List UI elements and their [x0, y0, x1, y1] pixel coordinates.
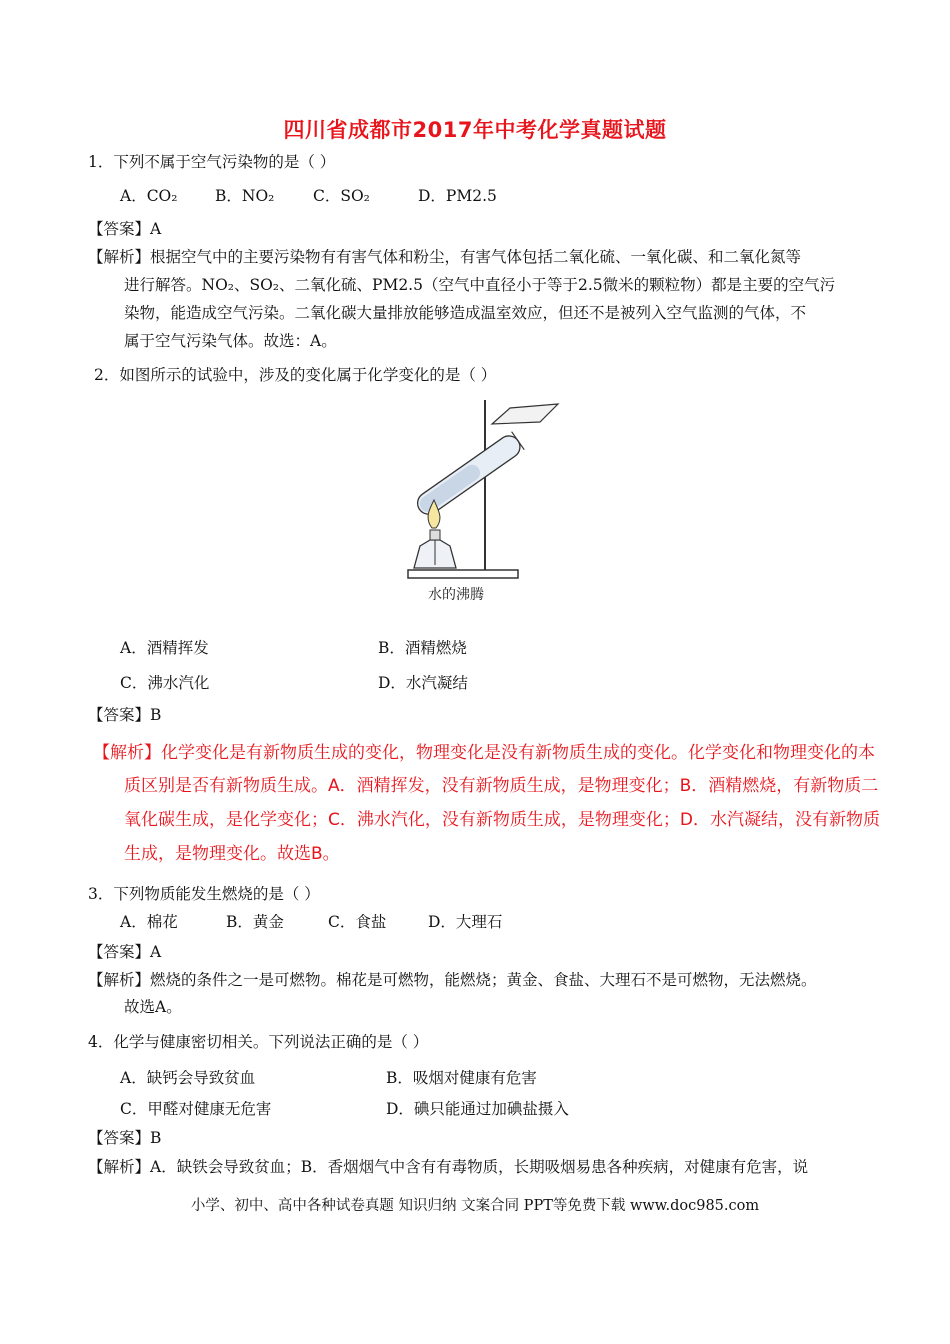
q1-analysis-line: 属于空气污染气体。故选：A。	[124, 332, 337, 350]
q2-analysis-line: 质区别是否有新物质生成。A．酒精挥发，没有新物质生成，是物理变化；B．酒精燃烧，有新物质二	[124, 776, 879, 796]
q2-option-a: A．酒精挥发	[120, 639, 209, 657]
q4-option-c: C．甲醛对健康无危害	[120, 1100, 272, 1118]
q4-answer: 【答案】B	[88, 1129, 162, 1147]
q2-analysis-line: 氧化碳生成，是化学变化；C．沸水汽化，没有新物质生成，是物理变化；D．水汽凝结，没有新物质	[124, 810, 880, 830]
q4-option-b: B．吸烟对健康有危害	[386, 1069, 537, 1087]
q2-option-d: D．水汽凝结	[378, 674, 468, 692]
q2-option-b: B．酒精燃烧	[378, 639, 467, 657]
q1-option-c: C．SO₂	[313, 187, 370, 205]
page-title: 四川省成都市2017年中考化学真题试题	[283, 118, 667, 142]
q3-stem: 3．下列物质能发生燃烧的是（ ）	[88, 885, 320, 903]
figure-caption: 水的沸腾	[428, 587, 484, 603]
boiling-water-apparatus-figure	[400, 390, 570, 605]
q3-analysis-line: 【解析】燃烧的条件之一是可燃物。棉花是可燃物，能燃烧；黄金、食盐、大理石不是可燃物，无法燃烧。	[88, 971, 817, 989]
q3-analysis-line: 故选A。	[124, 998, 182, 1016]
q3-option-a: A．棉花	[120, 913, 178, 931]
q1-option-d: D．PM2.5	[418, 187, 497, 205]
q4-stem: 4．化学与健康密切相关。下列说法正确的是（ ）	[88, 1033, 429, 1051]
q1-answer: 【答案】A	[88, 220, 162, 238]
q2-answer: 【答案】B	[88, 706, 162, 724]
page-footer: 小学、初中、高中各种试卷真题 知识归纳 文案合同 PPT等免费下载 www.doc985.com	[190, 1198, 760, 1214]
q1-option-b: B．NO₂	[215, 187, 275, 205]
q3-option-d: D．大理石	[428, 913, 503, 931]
q1-analysis-line: 进行解答。NO₂、SO₂、二氧化硫、PM2.5（空气中直径小于等于2.5微米的颗粒物）都是主要的空气污	[124, 276, 836, 294]
q2-stem: 2．如图所示的试验中，涉及的变化属于化学变化的是（ ）	[94, 366, 497, 384]
q1-analysis-line: 【解析】根据空气中的主要污染物有有害气体和粉尘，有害气体包括二氧化硫、一氧化碳、和二氧化氮等	[88, 248, 802, 266]
q1-stem: 1．下列不属于空气污染物的是（ ）	[88, 153, 336, 171]
q1-analysis-line: 染物，能造成空气污染。二氧化碳大量排放能够造成温室效应，但还不是被列入空气监测的气体，不	[124, 304, 807, 322]
q3-answer: 【答案】A	[88, 943, 162, 961]
q3-option-b: B．黄金	[226, 913, 284, 931]
q4-analysis-line: 【解析】A．缺铁会导致贫血；B．香烟烟气中含有有毒物质，长期吸烟易患各种疾病，对健康有危害，说	[88, 1158, 809, 1176]
q2-option-c: C．沸水汽化	[120, 674, 210, 692]
q2-analysis-line: 生成，是物理变化。故选B。	[124, 844, 340, 864]
q4-option-d: D．碘只能通过加碘盐摄入	[386, 1100, 569, 1118]
q3-option-c: C．食盐	[328, 913, 387, 931]
q4-option-a: A．缺钙会导致贫血	[120, 1069, 256, 1087]
q1-option-a: A．CO₂	[120, 187, 178, 205]
q2-analysis-line: 【解析】化学变化是有新物质生成的变化，物理变化是没有新物质生成的变化。化学变化和物理变化的本	[93, 743, 875, 763]
